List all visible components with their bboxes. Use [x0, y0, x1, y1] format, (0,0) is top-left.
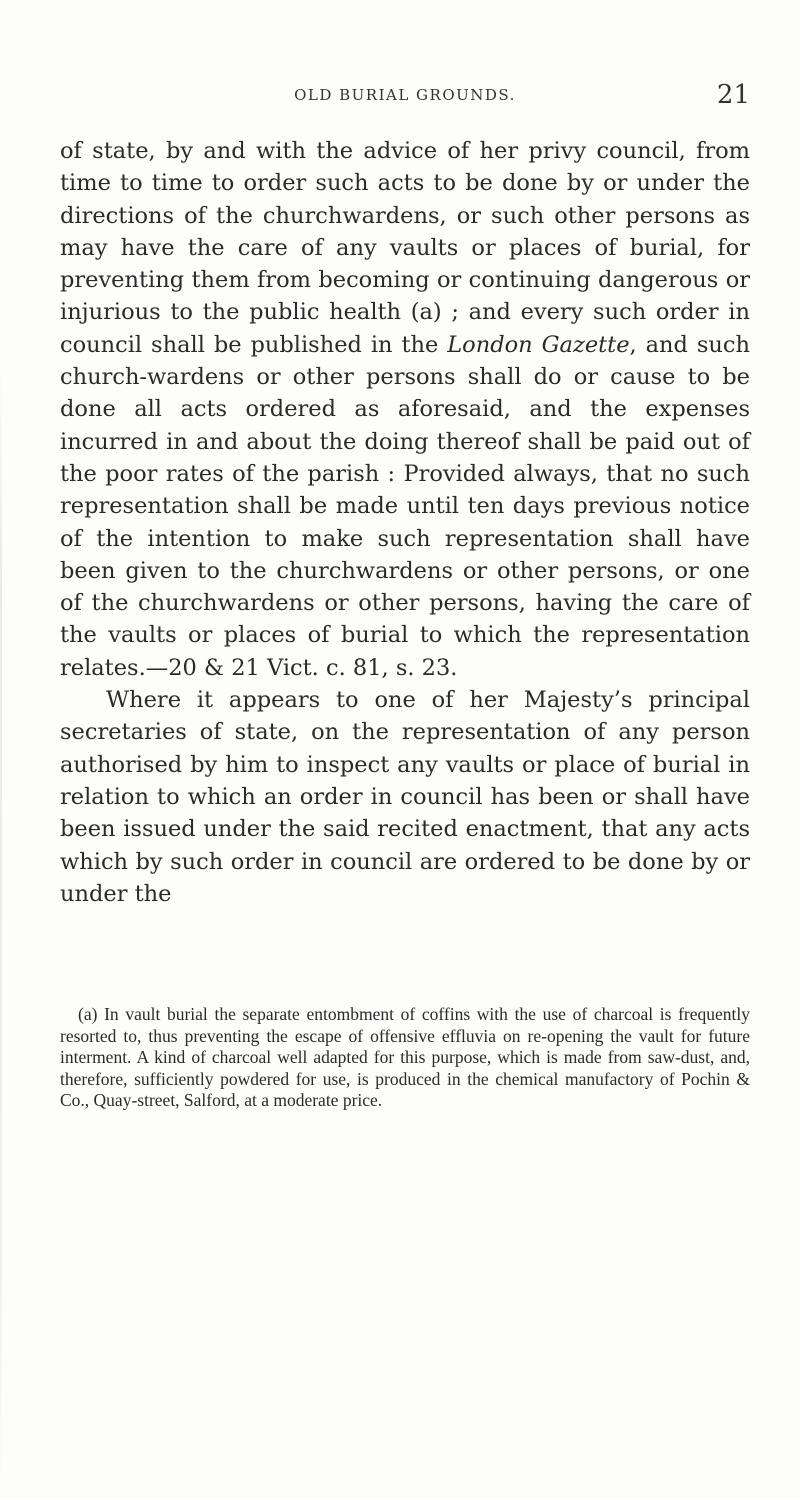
paragraph-2: Where it appears to one of her Majesty’s principal secretaries of state, on the representation of any person authorised by him to inspect any vaults or place of burial in relation to which an order in council has been or shall have been issued under the said recited enactment, that any acts which by such order in council are ordered to be done by or under the: [60, 687, 750, 907]
page-header: [60, 80, 750, 120]
page-number: 21: [716, 80, 750, 110]
body-text: [60, 135, 750, 910]
page-edge-shadow: [0, 360, 2, 1500]
running-head: OLD BURIAL GROUNDS.: [294, 86, 516, 104]
paragraph-1-text-b: , and such church-wardens or other persons shall do or cause to be done all acts ordered as aforesaid, and the expenses incurred in and about the doing thereof shall be paid out of the poor rates of the parish : Provided always, that no such representation shall be made until ten days previous notice of the intention to make such representation shall have been given to the churchwardens or other persons, or one of the churchwardens or other persons, having the care of the vaults or places of burial to which the representation relates.—20 & 21 Vict. c. 81, s. 23.: [60, 331, 750, 681]
gazette-title: London Gazette: [447, 331, 630, 358]
paragraph-1-text-a: of state, by and with the advice of her privy council, from time to time to order such acts to be done by or under the directions of the churchwardens, or such other persons as may have the care of any vaults or places of burial, for preventing them from becoming or continuing dangerous or injurious to the public health (a) ; and every such order in council shall be published in the: [60, 138, 750, 358]
paragraph-1: [60, 135, 750, 684]
footnote: (a) In vault burial the separate entombment of coffins with the use of charcoal is frequently resorted to, thus preventing the escape of offensive effluvia on re-opening the vault for future interment. A kind of charcoal well adapted for this purpose, which is made from saw-dust, and, therefore, sufficiently powdered for use, is produced in the chemical manufactory of Pochin & Co., Quay-street, Salford, at a moderate price.: [60, 1004, 750, 1111]
